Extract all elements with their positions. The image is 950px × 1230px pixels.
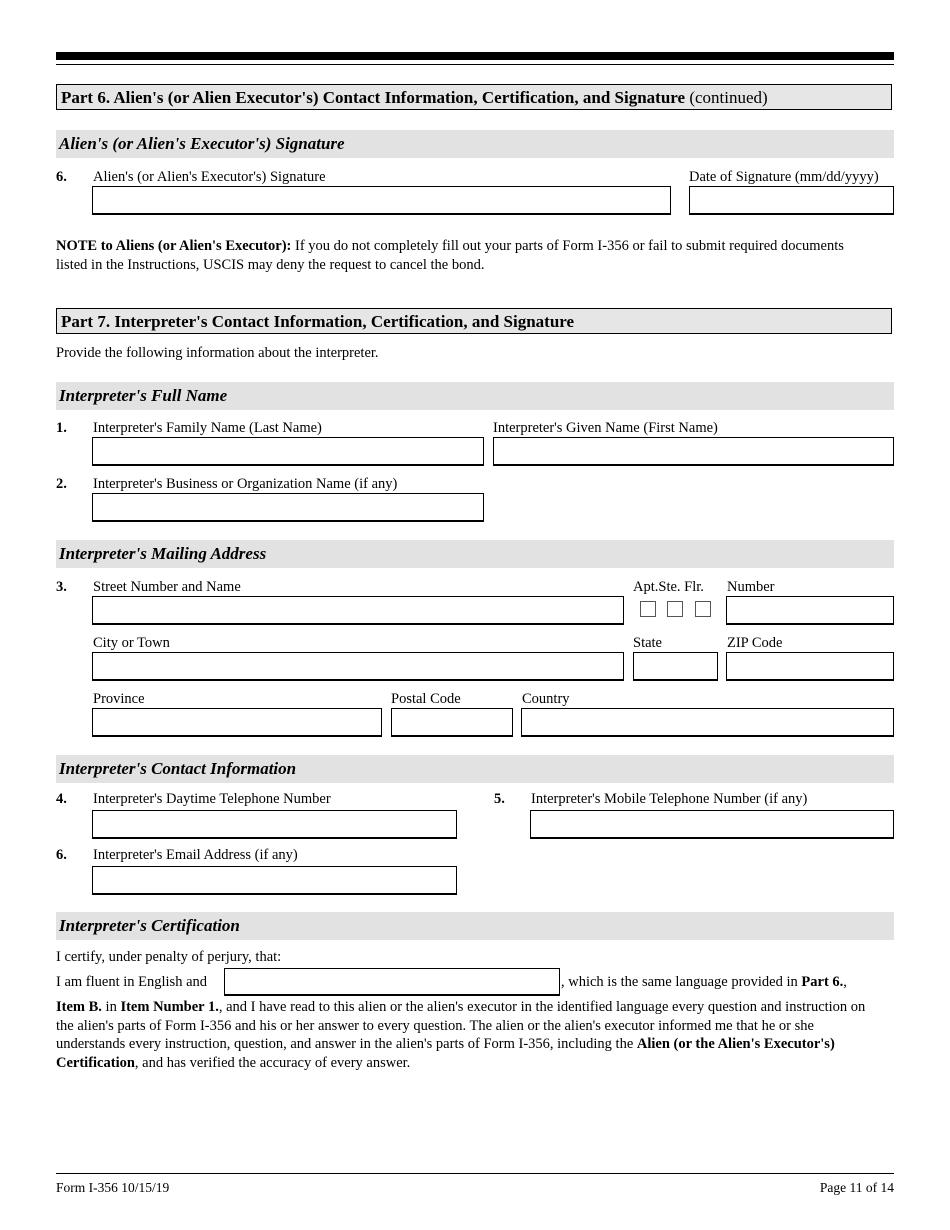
footer-rule bbox=[56, 1173, 894, 1174]
alien-signature-label: Alien's (or Alien's Executor's) Signature bbox=[93, 169, 326, 185]
street-label: Street Number and Name bbox=[93, 579, 241, 595]
apt-checkbox[interactable] bbox=[640, 601, 656, 617]
daytime-phone-label: Interpreter's Daytime Telephone Number bbox=[93, 791, 331, 807]
ste-checkbox[interactable] bbox=[667, 601, 683, 617]
part6-header bbox=[56, 84, 892, 110]
alien-note bbox=[56, 237, 856, 274]
province-label: Province bbox=[93, 691, 145, 707]
item-number: 2. bbox=[56, 476, 67, 492]
date-of-signature-label: Date of Signature (mm/dd/yyyy) bbox=[689, 169, 879, 185]
page-number: Page 11 of 14 bbox=[819, 1180, 894, 1195]
form-id: Form I-356 10/15/19 bbox=[56, 1180, 170, 1195]
certification-intro: I certify, under penalty of perjury, that: bbox=[56, 949, 282, 965]
alien-signature-section-header: Alien's (or Alien's Executor's) Signature bbox=[56, 130, 894, 158]
part7-intro: Provide the following information about the interpreter. bbox=[56, 345, 379, 361]
item-number: 1. bbox=[56, 420, 67, 436]
top-rule-thin bbox=[56, 64, 894, 65]
part7-header: Part 7. Interpreter's Contact Information, Certification, and Signature bbox=[56, 308, 892, 334]
zip-field[interactable] bbox=[726, 652, 894, 681]
interpreter-mailing-address-section-header: Interpreter's Mailing Address bbox=[56, 540, 894, 568]
part6-title: Part 6. Alien's (or Alien Executor's) Contact Information, Certification, and Signature bbox=[61, 88, 686, 107]
organization-name-field[interactable] bbox=[92, 493, 484, 522]
interpreter-full-name-section-header: Interpreter's Full Name bbox=[56, 382, 894, 410]
mobile-phone-field[interactable] bbox=[530, 810, 894, 839]
language-field[interactable] bbox=[224, 968, 560, 996]
state-select[interactable] bbox=[633, 652, 718, 681]
given-name-label: Interpreter's Given Name (First Name) bbox=[493, 420, 718, 436]
note-heading: NOTE to Aliens (or Alien's Executor): bbox=[56, 238, 292, 254]
item-number: 3. bbox=[56, 579, 67, 595]
flr-checkbox[interactable] bbox=[695, 601, 711, 617]
note-text: If you do not completely fill out your parts of Form I-356 or fail to submit required documents listed in the Instructions, USCIS may deny the request to cancel the bond. bbox=[56, 238, 844, 273]
alien-signature-field[interactable] bbox=[92, 186, 671, 215]
item-number: 4. bbox=[56, 791, 67, 807]
interpreter-certification-section-header: Interpreter's Certification bbox=[56, 912, 894, 940]
fluent-continuation: , which is the same language provided in Part 6., bbox=[561, 974, 847, 990]
item-number: 6. bbox=[56, 847, 67, 863]
street-field[interactable] bbox=[92, 596, 624, 625]
province-field[interactable] bbox=[92, 708, 382, 737]
apt-number-field[interactable] bbox=[726, 596, 894, 625]
given-name-field[interactable] bbox=[493, 437, 894, 466]
postal-code-label: Postal Code bbox=[391, 691, 461, 707]
city-field[interactable] bbox=[92, 652, 624, 681]
mobile-phone-label: Interpreter's Mobile Telephone Number (if any) bbox=[531, 791, 808, 807]
country-label: Country bbox=[522, 691, 570, 707]
certification-statement: Item B. in Item Number 1., and I have read to this alien or the alien's executor in the identified language every question and instruction on the alien's parts of Form I-356 and his or her answer to every question. The alien or the alien's executor informed me that he or she understands every instruction, question, and answer in the alien's parts of Form I-356, including the Alien (or the Alien's Executor's) Certification, and has verified the accuracy of every answer. bbox=[56, 999, 866, 1071]
date-of-signature-field[interactable] bbox=[689, 186, 894, 215]
postal-code-field[interactable] bbox=[391, 708, 513, 737]
zip-label: ZIP Code bbox=[727, 635, 783, 651]
item-number: 5. bbox=[494, 791, 505, 807]
country-field[interactable] bbox=[521, 708, 894, 737]
city-label: City or Town bbox=[93, 635, 170, 651]
family-name-label: Interpreter's Family Name (Last Name) bbox=[93, 420, 322, 436]
email-label: Interpreter's Email Address (if any) bbox=[93, 847, 298, 863]
fluent-label: I am fluent in English and bbox=[56, 974, 208, 990]
family-name-field[interactable] bbox=[92, 437, 484, 466]
state-label: State bbox=[633, 635, 662, 651]
daytime-phone-field[interactable] bbox=[92, 810, 457, 839]
interpreter-contact-section-header: Interpreter's Contact Information bbox=[56, 755, 894, 783]
number-label: Number bbox=[727, 579, 775, 595]
item-number: 6. bbox=[56, 169, 67, 185]
organization-name-label: Interpreter's Business or Organization Name (if any) bbox=[93, 476, 398, 492]
part6-continued: (continued) bbox=[689, 88, 768, 107]
email-field[interactable] bbox=[92, 866, 457, 895]
top-rule-thick bbox=[56, 52, 894, 60]
apt-ste-flr-label: Apt.Ste. Flr. bbox=[633, 579, 704, 595]
